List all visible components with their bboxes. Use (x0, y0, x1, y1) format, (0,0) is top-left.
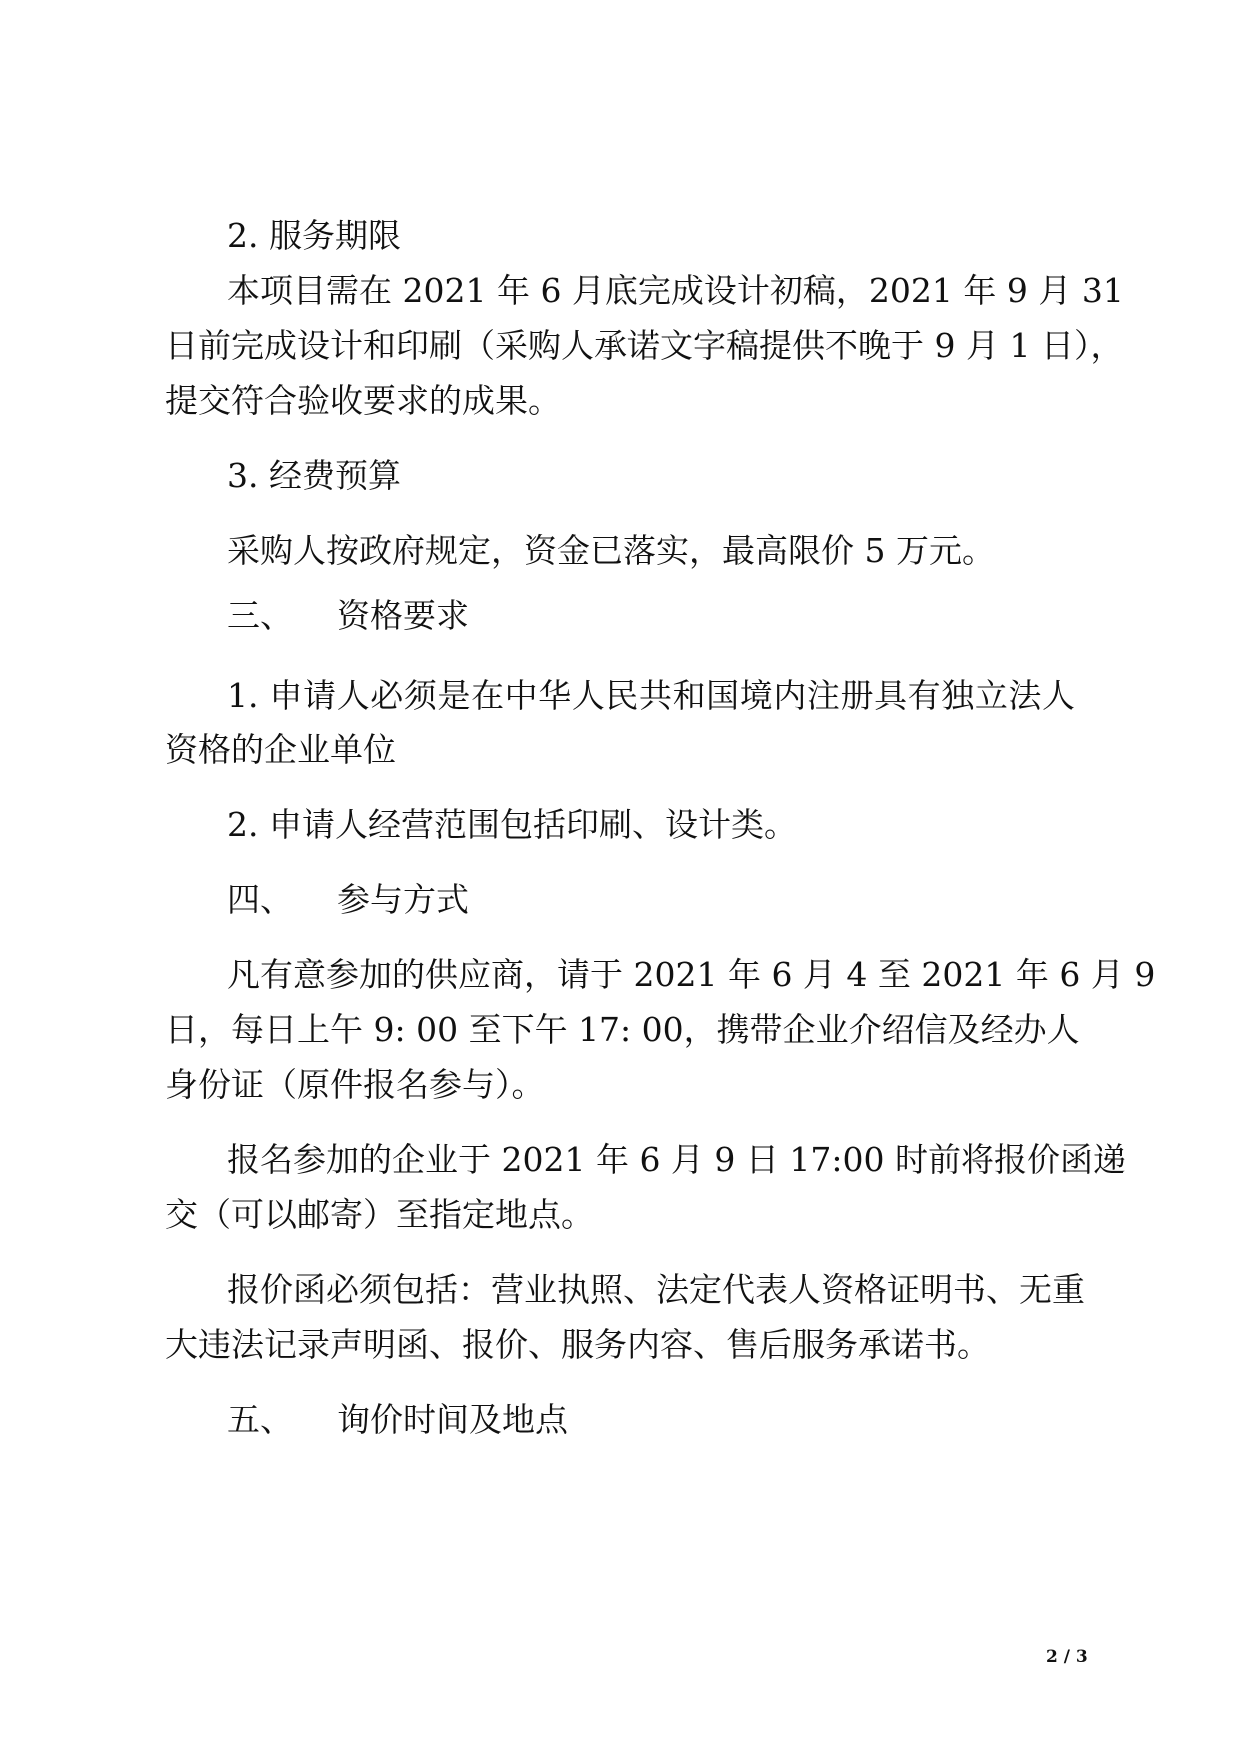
section-three-title: 资格要求 (337, 596, 469, 635)
qualification-item-1-line-2: 资格的企业单位 (165, 730, 396, 769)
paragraph-service-line-3: 提交符合验收要求的成果。 (165, 381, 561, 420)
section-four-title: 参与方式 (337, 880, 469, 919)
paragraph-letter-line-2: 大违法记录声明函、报价、服务内容、售后服务承诺书。 (165, 1325, 990, 1364)
paragraph-service-line-2: 日前完成设计和印刷（采购人承诺文字稿提供不晚于 9 月 1 日）， (165, 326, 1124, 365)
section-five-number: 五、 (227, 1400, 293, 1439)
paragraph-budget: 采购人按政府规定，资金已落实，最高限价 5 万元。 (227, 531, 995, 570)
paragraph-submit-line-1: 报名参加的企业于 2021 年 6 月 9 日 17:00 时前将报价函递 (227, 1140, 1126, 1179)
heading-service-period: 2. 服务期限 (227, 216, 401, 255)
qualification-item-2: 2. 申请人经营范围包括印刷、设计类。 (227, 805, 797, 844)
heading-budget: 3. 经费预算 (227, 456, 401, 495)
paragraph-letter-line-1: 报价函必须包括：营业执照、法定代表人资格证明书、无重 (227, 1270, 1085, 1309)
paragraph-service-line-1: 本项目需在 2021 年 6 月底完成设计初稿，2021 年 9 月 31 (227, 271, 1124, 310)
qualification-item-1-line-1: 1. 申请人必须是在中华人民共和国境内注册具有独立法人 (227, 676, 1075, 715)
section-five-title: 询价时间及地点 (337, 1400, 568, 1439)
paragraph-join-line-2: 日，每日上午 9: 00 至下午 17: 00，携带企业介绍信及经办人 (165, 1010, 1080, 1049)
paragraph-submit-line-2: 交（可以邮寄）至指定地点。 (165, 1195, 594, 1234)
page-number: 2 / 3 (1046, 1647, 1088, 1667)
section-four-number: 四、 (227, 880, 293, 919)
paragraph-join-line-1: 凡有意参加的供应商，请于 2021 年 6 月 4 至 2021 年 6 月 9 (227, 955, 1156, 994)
section-three-number: 三、 (227, 596, 293, 635)
paragraph-join-line-3: 身份证（原件报名参与）。 (165, 1065, 545, 1104)
